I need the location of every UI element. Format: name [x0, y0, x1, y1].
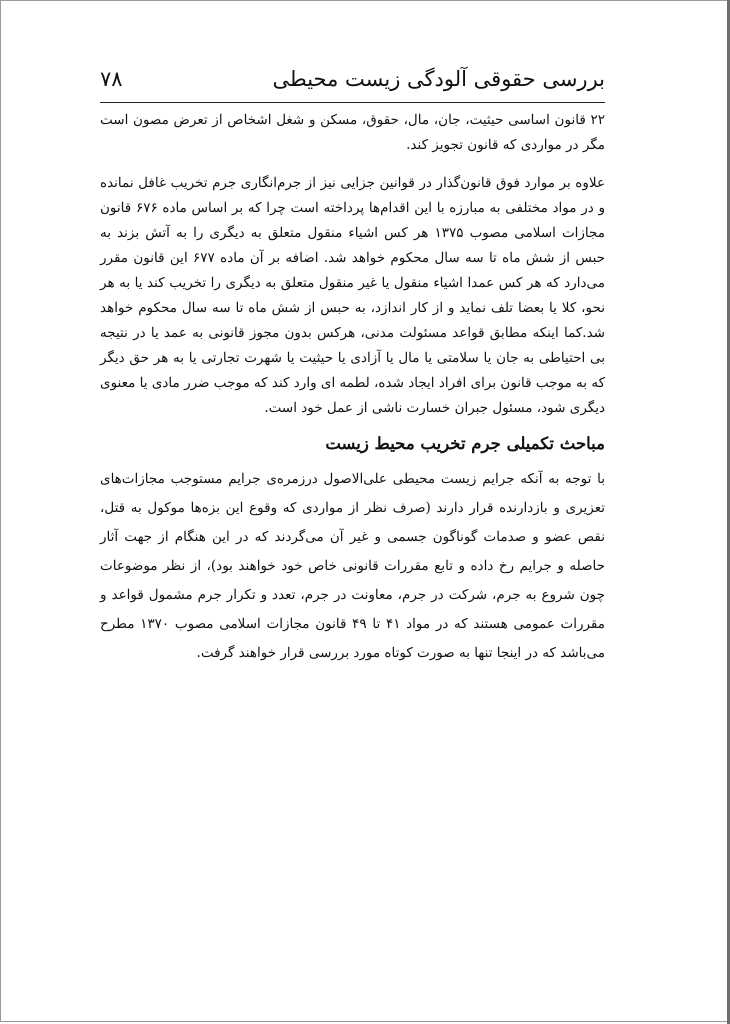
- page-body: [100, 108, 605, 668]
- running-header: [100, 60, 605, 100]
- section-heading: مباحث تکمیلی جرم تخریب محیط زیست: [325, 434, 605, 453]
- running-header-title: بررسی حقوقی آلودگی زیست محیطی: [272, 67, 605, 91]
- paragraph-constitution-article: ۲۲ قانون اساسی حیثیت، جان، مال، حقوق، مسکن و شغل اشخاص از تعرض مصون است مگر در مواردی که قانون تجویز کند.: [100, 112, 605, 153]
- paragraph-criminal-law: علاوه بر موارد فوق قانون‌گذار در قوانین جزایی نیز از جرم‌انگاری جرم تخریب غافل نمانده و در مواد مختلفی به مبارزه با این اقدام‌ها پرداخته است چرا که بر اساس ماده ۶۷۶ قانون مجازات اسلامی مصوب ۱۳۷۵ هر کس اشیاء منقول متعلق به دیگری را به آتش بزند به حبس از شش ماه تا سه سال محکوم خواهد شد. اضافه بر آن ماده ۶۷۷ این قانون مقرر می‌دارد که هر کس عمدا اشیاء منقول یا غیر منقول متعلق به دیگری را تخریب کند یا به هر نحو، کلا یا بعضا تلف نماید و از کار اندازد، به حبس از شش ماه تا سه سال محکوم خواهد شد.کما اینکه مطابق قواعد مسئولت مدنی، هرکس بدون مجوز قانونی به عمد یا در نتیجه بی احتیاطی به جان یا سلامتی یا مال یا آزادی یا حیثیت یا شهرت تجارتی یا به هر حق دیگر که به موجب قانون برای افراد ایجاد شده، لطمه ای وارد کند که موجب ضرر مادی یا معنوی دیگری شود، مسئول جبران خسارت ناشی از عمل خود است.: [100, 175, 605, 416]
- paragraph-supplementary-topics: با توجه به آنکه جرایم زیست محیطی علی‌الاصول درزمره‌ی جرایم مستوجب مجازات‌های تعزیری و بازدارنده قرار دارند (صرف نظر از مواردی که وقوع این بزه‌ها موکول به قتل، نقص عضو و صدمات گوناگون جسمی و غیر آن می‌گردند که در این هنگام از جهت آثار حاصله و جرایم رخ داده و تابع مقررات قانونی خاص خود خواهند بود)، از نظر موضوعات چون شروع به جرم، شرکت در جرم، معاونت در جرم، تعدد و تکرار جرم مشمول قواعد و مقررات عمومی هستند که در مواد ۴۱ تا ۴۹ قانون مجازات اسلامی مصوب ۱۳۷۰ مطرح می‌باشد که در اینجا تنها به صورت کوتاه مورد بررسی قرار خواهند گرفت.: [100, 471, 605, 661]
- page-number: ۷۸: [100, 67, 123, 91]
- header-divider: [100, 102, 605, 103]
